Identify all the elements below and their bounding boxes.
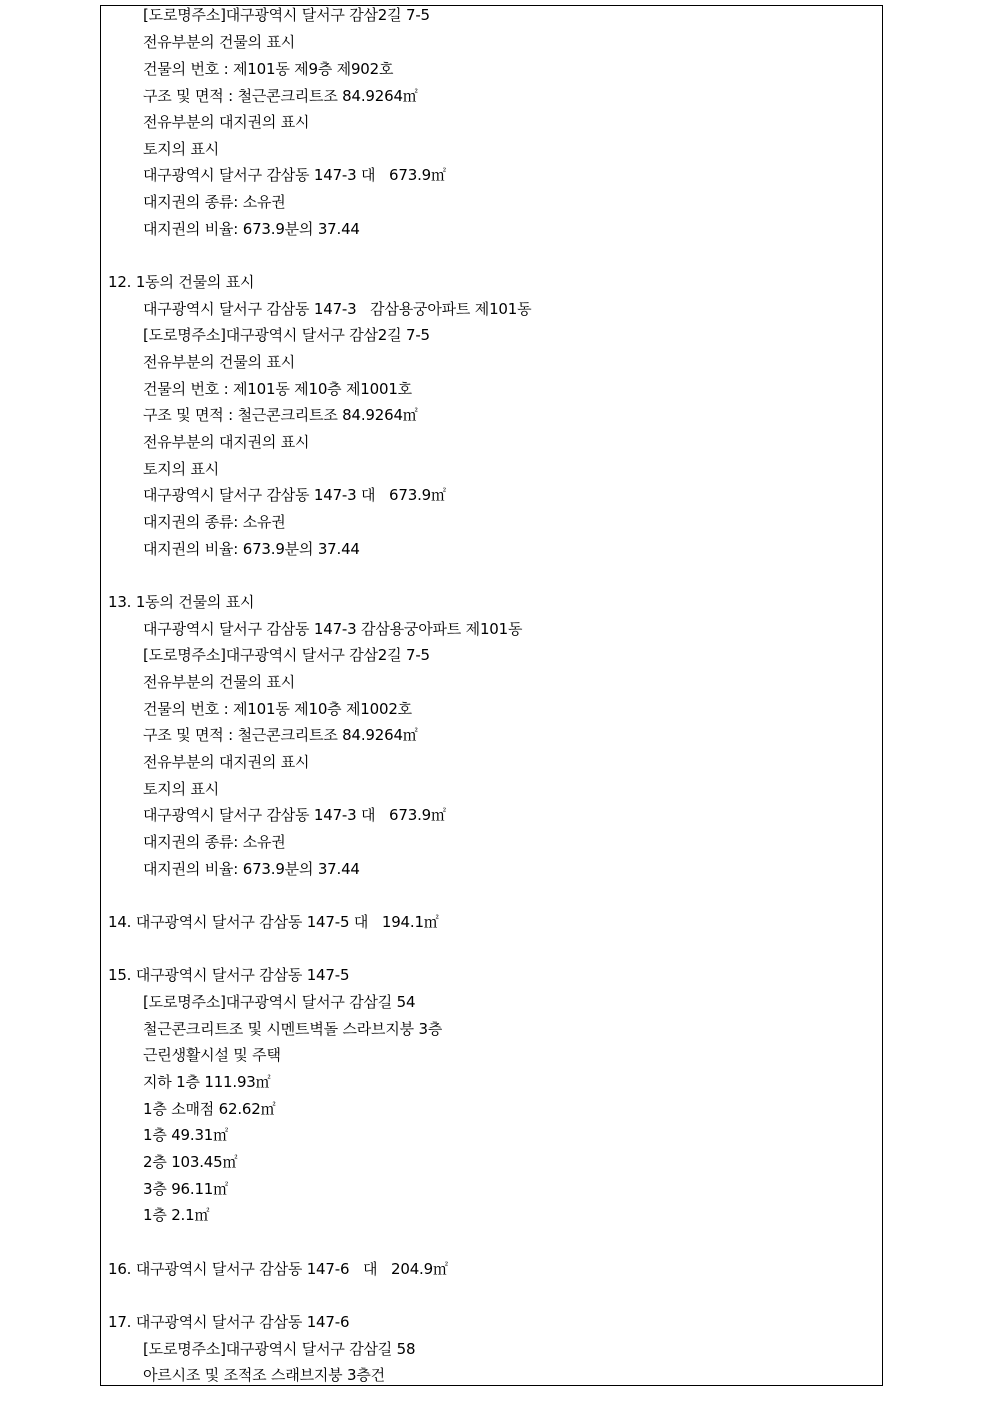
text-line: 구조 및 면적 : 철근콘크리트조 84.9264㎡ [143,726,418,744]
text-line: 전유부분의 건물의 표시 [143,353,296,371]
text-line: 건물의 번호 : 제101동 제10층 제1002호 [143,700,412,718]
text-line: 철근콘크리트조 및 시멘트벽돌 스라브지붕 3층 [143,1020,443,1038]
text-line: 아르시조 및 조적조 스래브지붕 3층건 [143,1366,385,1384]
text-line: 대구광역시 달서구 감삼동 147-3 대 673.9㎡ [143,486,446,504]
text-line: 건물의 번호 : 제101동 제10층 제1001호 [143,380,412,398]
text-line: [도로명주소]대구광역시 달서구 감삼길 54 [143,993,416,1011]
text-line: 토지의 표시 [143,460,220,478]
item-heading-16: 16. 대구광역시 달서구 감삼동 147-6 대 204.9㎡ [108,1260,448,1278]
text-line: 건물의 번호 : 제101동 제9층 제902호 [143,60,394,78]
item-heading-17: 17. 대구광역시 달서구 감삼동 147-6 [108,1313,350,1331]
text-line: 대지권의 종류: 소유권 [143,193,286,211]
text-line: 대구광역시 달서구 감삼동 147-3 감삼용궁아파트 제101동 [143,620,523,638]
item-heading-13: 13. 1동의 건물의 표시 [108,593,255,611]
text-line: 토지의 표시 [143,140,220,158]
text-line: 전유부분의 대지권의 표시 [143,433,310,451]
text-line: 토지의 표시 [143,780,220,798]
text-line: [도로명주소]대구광역시 달서구 감삼2길 7-5 [143,326,430,344]
text-line: 근린생활시설 및 주택 [143,1046,281,1064]
text-line: 대구광역시 달서구 감삼동 147-3 대 673.9㎡ [143,806,446,824]
text-line: 대구광역시 달서구 감삼동 147-3 감삼용궁아파트 제101동 [143,300,532,318]
text-line: 1층 2.1㎡ [143,1206,210,1224]
text-line: [도로명주소]대구광역시 달서구 감삼길 58 [143,1340,416,1358]
item-heading-12: 12. 1동의 건물의 표시 [108,273,255,291]
text-line: 3층 96.11㎡ [143,1180,228,1198]
item-heading-15: 15. 대구광역시 달서구 감삼동 147-5 [108,966,350,984]
text-line: 대지권의 비율: 673.9분의 37.44 [143,220,360,238]
text-line: 전유부분의 대지권의 표시 [143,113,310,131]
text-line: 대구광역시 달서구 감삼동 147-3 대 673.9㎡ [143,166,446,184]
text-line: 2층 103.45㎡ [143,1153,238,1171]
text-line: 대지권의 비율: 673.9분의 37.44 [143,540,360,558]
text-line: 1층 49.31㎡ [143,1126,228,1144]
text-line: [도로명주소]대구광역시 달서구 감삼2길 7-5 [143,646,430,664]
text-line: 전유부분의 건물의 표시 [143,673,296,691]
text-line: 구조 및 면적 : 철근콘크리트조 84.9264㎡ [143,87,418,105]
text-line: 전유부분의 대지권의 표시 [143,753,310,771]
item-heading-14: 14. 대구광역시 달서구 감삼동 147-5 대 194.1㎡ [108,913,439,931]
text-line: 대지권의 종류: 소유권 [143,513,286,531]
text-line: 지하 1층 111.93㎡ [143,1073,271,1091]
text-line: 구조 및 면적 : 철근콘크리트조 84.9264㎡ [143,406,418,424]
text-line: [도로명주소]대구광역시 달서구 감삼2길 7-5 [143,6,430,24]
text-line: 전유부분의 건물의 표시 [143,33,296,51]
text-line: 대지권의 비율: 673.9분의 37.44 [143,860,360,878]
text-line: 1층 소매점 62.62㎡ [143,1100,276,1118]
text-line: 대지권의 종류: 소유권 [143,833,286,851]
